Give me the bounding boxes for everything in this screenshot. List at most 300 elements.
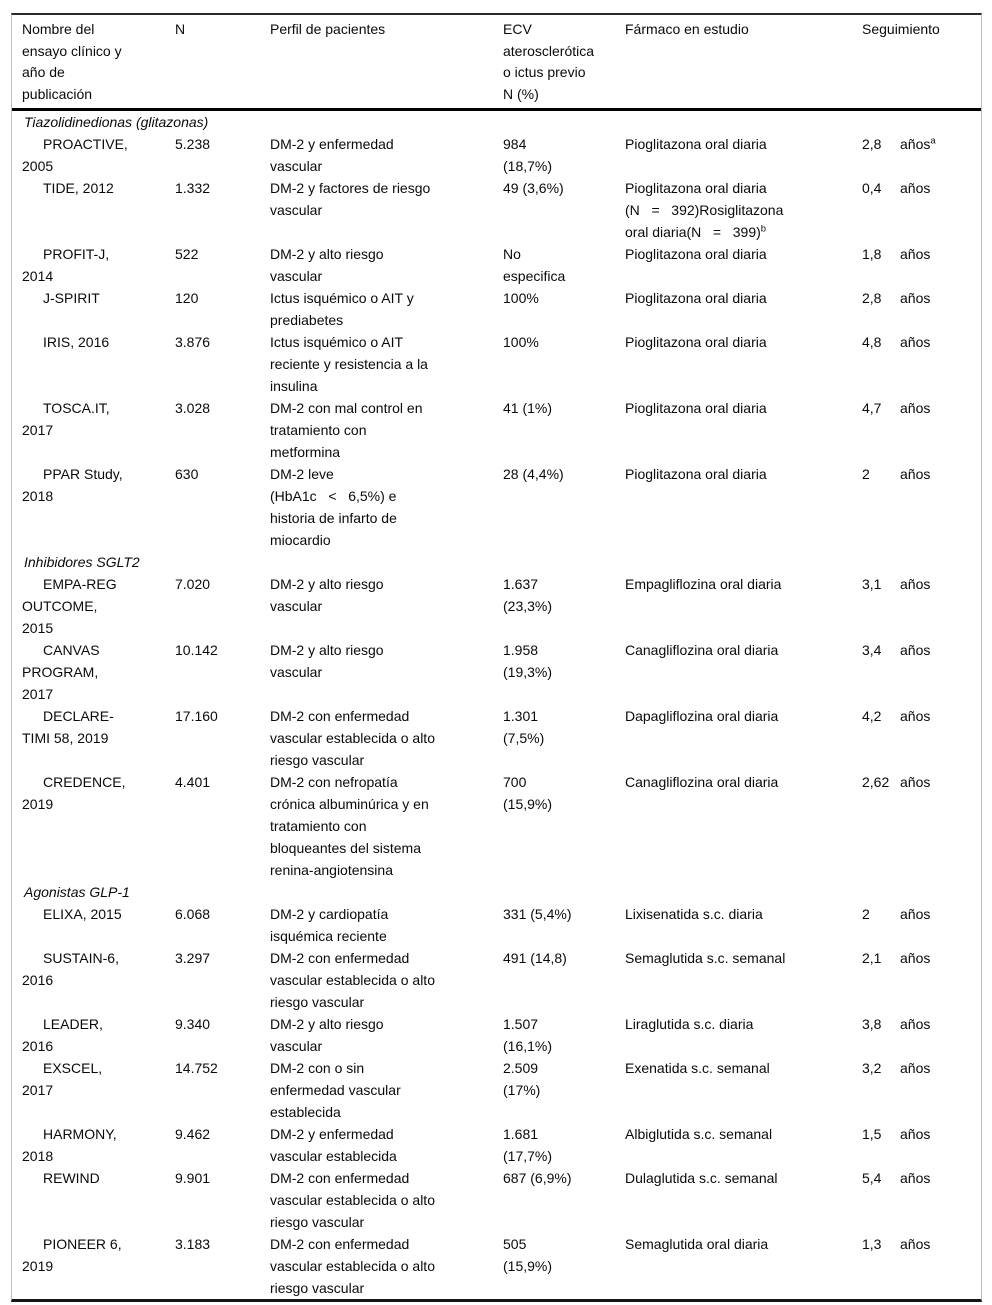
followup-cell: [862, 463, 981, 551]
cell-line: DM-2 y alto riesgo: [270, 1016, 384, 1032]
followup-unit: años: [900, 290, 931, 306]
cell-line: (15,9%): [503, 796, 553, 812]
trial-name-cell: [12, 331, 175, 397]
header-cell-n: [175, 15, 270, 110]
trial-row: [12, 1057, 981, 1123]
trial-name-cell: [12, 705, 175, 771]
section-label: Tiazolidinedionas (glitazonas): [24, 114, 209, 130]
cell-line: vascular: [270, 158, 323, 174]
section-row: [12, 551, 981, 573]
cell-line: PIONEER 6,: [43, 1236, 122, 1252]
cell-line: Pioglitazona oral diaria: [625, 334, 767, 350]
followup-cell: [862, 287, 981, 331]
cell-line: 1.681: [503, 1126, 539, 1142]
followup-unit: años: [900, 1126, 931, 1142]
cell-line: 491 (14,8): [503, 950, 567, 966]
n-cell: [175, 331, 270, 397]
cell-line: DM-2 con enfermedad: [270, 1170, 410, 1186]
cell-line: IRIS, 2016: [43, 334, 110, 350]
cell-line: DM-2 leve: [270, 466, 334, 482]
trial-name-cell: [12, 133, 175, 177]
cell-line: N (%): [503, 85, 539, 102]
cell-line: 14.752: [175, 1060, 218, 1076]
followup-unit: años: [900, 136, 931, 152]
trial-name-cell: [12, 243, 175, 287]
cell-line: vascular establecida o alto: [270, 1258, 435, 1274]
cell-line: 687 (6,9%): [503, 1170, 572, 1186]
trial-row: [12, 639, 981, 705]
cell-line: 2015: [22, 620, 54, 636]
profile-cell: [270, 573, 503, 639]
drug-cell: [625, 771, 862, 881]
n-cell: [175, 947, 270, 1013]
drug-cell: [625, 133, 862, 177]
cell-line: vascular: [270, 268, 323, 284]
followup-value: 1,3: [862, 1236, 882, 1252]
cell-line: 2018: [22, 488, 54, 504]
cell-line: 41 (1%): [503, 400, 553, 416]
cell-line: 5.238: [175, 136, 211, 152]
ecv-cell: [503, 771, 625, 881]
n-cell: [175, 903, 270, 947]
cell-line: o ictus previo: [503, 64, 586, 80]
drug-cell: [625, 1123, 862, 1167]
followup-value: 2,62: [862, 774, 890, 790]
cell-line: PROGRAM,: [22, 664, 99, 680]
trial-name-cell: [12, 1013, 175, 1057]
followup-line: [862, 705, 981, 727]
cell-line: 2014: [22, 268, 54, 284]
cell-line: DM-2 con o sin: [270, 1060, 365, 1076]
cell-line: DM-2 con enfermedad: [270, 950, 410, 966]
followup-cell: [862, 177, 981, 243]
ecv-cell: [503, 639, 625, 705]
cell-line: 6.068: [175, 906, 211, 922]
cell-line: Dapagliflozina oral diaria: [625, 708, 779, 724]
cell-line: tratamiento con: [270, 818, 367, 834]
ecv-cell: [503, 573, 625, 639]
profile-cell: [270, 1057, 503, 1123]
cell-line: 1.958: [503, 642, 539, 658]
profile-cell: [270, 903, 503, 947]
followup-cell: [862, 1123, 981, 1167]
cell-line: vascular: [270, 1038, 323, 1054]
cell-line: 2019: [22, 796, 54, 812]
followup-footnote-marker: a: [930, 135, 936, 147]
cell-line: 2016: [22, 1038, 54, 1054]
profile-cell: [270, 133, 503, 177]
profile-cell: [270, 771, 503, 881]
drug-cell: [625, 463, 862, 551]
cell-line: 984: [503, 136, 527, 152]
cell-line: bloqueantes del sistema: [270, 840, 421, 856]
cell-line: 331 (5,4%): [503, 906, 572, 922]
cell-line: (19,3%): [503, 664, 553, 680]
n-cell: [175, 639, 270, 705]
followup-value: 2,1: [862, 950, 882, 966]
trial-row: [12, 1013, 981, 1057]
followup-value: 2: [862, 906, 870, 922]
followup-cell: [862, 705, 981, 771]
drug-cell: [625, 177, 862, 243]
followup-value: 3,8: [862, 1016, 882, 1032]
cell-line: Dulaglutida s.c. semanal: [625, 1170, 778, 1186]
cell-line: CANVAS: [43, 642, 100, 658]
n-cell: [175, 397, 270, 463]
trial-name-cell: [12, 287, 175, 331]
followup-value: 2: [862, 466, 870, 482]
trial-name-cell: [12, 771, 175, 881]
ecv-cell: [503, 1167, 625, 1233]
cell-line: vascular establecida o alto: [270, 1192, 435, 1208]
cell-line: TIDE, 2012: [43, 180, 114, 196]
cell-line: especifica: [503, 268, 566, 284]
cell-line: 1.301: [503, 708, 539, 724]
cell-line: ECV: [503, 21, 532, 37]
followup-unit: años: [900, 1060, 931, 1076]
followup-cell: [862, 331, 981, 397]
ecv-cell: [503, 1013, 625, 1057]
cell-line: riesgo vascular: [270, 994, 365, 1010]
n-cell: [175, 705, 270, 771]
header-cell-follow-up: [862, 15, 981, 110]
cell-line: EMPA-REG: [43, 576, 117, 592]
cell-line: 28 (4,4%): [503, 466, 564, 482]
drug-cell: [625, 705, 862, 771]
clinical-trials-table: [12, 15, 981, 1299]
followup-line: [862, 1233, 981, 1255]
ecv-cell: [503, 903, 625, 947]
ecv-cell: [503, 287, 625, 331]
cell-line: 3.876: [175, 334, 211, 350]
cell-line: PROACTIVE,: [43, 136, 128, 152]
n-cell: [175, 463, 270, 551]
cell-line: DM-2 con nefropatía: [270, 774, 398, 790]
followup-line: [862, 771, 981, 793]
followup-cell: [862, 1013, 981, 1057]
followup-line: [862, 243, 981, 265]
cell-line: TOSCA.IT,: [43, 400, 110, 416]
cell-line: DM-2 con enfermedad: [270, 708, 410, 724]
section-row: [12, 881, 981, 903]
cell-line: 9.462: [175, 1126, 211, 1142]
cell-line: DM-2 y alto riesgo: [270, 642, 384, 658]
cell-line: 10.142: [175, 642, 218, 658]
trial-row: [12, 903, 981, 947]
cell-line: PROFIT-J,: [43, 246, 110, 262]
followup-line: [862, 903, 981, 925]
clinical-trials-table-frame: [11, 13, 982, 1302]
cell-line: OUTCOME,: [22, 598, 98, 614]
cell-line: 522: [175, 246, 199, 262]
cell-line: vascular establecida: [270, 1148, 397, 1164]
followup-unit: años: [900, 180, 931, 196]
n-cell: [175, 1123, 270, 1167]
cell-line: REWIND: [43, 1170, 100, 1186]
cell-line: 2.509: [503, 1060, 539, 1076]
cell-line: Canagliflozina oral diaria: [625, 774, 779, 790]
cell-line: 3.297: [175, 950, 211, 966]
cell-line: 2017: [22, 1082, 54, 1098]
cell-line: 2019: [22, 1258, 54, 1274]
cell-line: 3.028: [175, 400, 211, 416]
followup-value: 3,1: [862, 576, 882, 592]
cell-line: vascular: [270, 664, 323, 680]
trial-row: [12, 331, 981, 397]
followup-value: 3,4: [862, 642, 882, 658]
profile-cell: [270, 1167, 503, 1233]
followup-cell: [862, 397, 981, 463]
cell-line: renina-angiotensina: [270, 862, 393, 878]
drug-cell: [625, 903, 862, 947]
profile-cell: [270, 463, 503, 551]
cell-line: PPAR Study,: [43, 466, 123, 482]
cell-line: año de: [22, 64, 65, 80]
followup-value: 3,2: [862, 1060, 882, 1076]
cell-line: Fármaco en estudio: [625, 21, 749, 37]
drug-cell: [625, 573, 862, 639]
followup-cell: [862, 947, 981, 1013]
cell-line: 2005: [22, 158, 54, 174]
trial-name-cell: [12, 573, 175, 639]
followup-line: [862, 331, 981, 353]
profile-cell: [270, 243, 503, 287]
trial-name-cell: [12, 1123, 175, 1167]
trial-row: [12, 243, 981, 287]
followup-value: 4,8: [862, 334, 882, 350]
followup-line: [862, 573, 981, 595]
cell-line: 100%: [503, 290, 539, 306]
n-cell: [175, 1233, 270, 1299]
cell-line: Pioglitazona oral diaria: [625, 290, 767, 306]
followup-cell: [862, 573, 981, 639]
trial-name-cell: [12, 1057, 175, 1123]
cell-line: Perfil de pacientes: [270, 21, 386, 37]
cell-line: 2017: [22, 422, 54, 438]
drug-cell: [625, 1057, 862, 1123]
drug-cell: [625, 947, 862, 1013]
cell-line: vascular: [270, 598, 323, 614]
followup-value: 4,7: [862, 400, 882, 416]
trial-name-cell: [12, 1233, 175, 1299]
cell-line: J-SPIRIT: [43, 290, 100, 306]
cell-line: Semaglutida oral diaria: [625, 1236, 769, 1252]
cell-line: ensayo clínico y: [22, 42, 122, 59]
cell-line: 2017: [22, 686, 54, 702]
profile-cell: [270, 177, 503, 243]
ecv-cell: [503, 177, 625, 243]
cell-line: establecida: [270, 1104, 341, 1120]
cell-line: Exenatida s.c. semanal: [625, 1060, 770, 1076]
drug-cell: [625, 397, 862, 463]
n-cell: [175, 243, 270, 287]
followup-unit: años: [900, 1016, 931, 1032]
cell-line: 17.160: [175, 708, 218, 724]
followup-cell: [862, 243, 981, 287]
trial-row: [12, 705, 981, 771]
followup-value: 0,4: [862, 180, 882, 196]
trial-name-cell: [12, 177, 175, 243]
followup-unit: años: [900, 466, 931, 482]
cell-line: (23,3%): [503, 598, 553, 614]
cell-line: 100%: [503, 334, 539, 350]
cell-line: enfermedad vascular: [270, 1082, 401, 1098]
cell-line: Pioglitazona oral diaria: [625, 400, 767, 416]
drug-footnote-marker: b: [760, 223, 767, 235]
followup-unit: años: [900, 576, 931, 592]
trial-row: [12, 573, 981, 639]
cell-line: Ictus isquémico o AIT y: [270, 290, 414, 306]
profile-cell: [270, 1013, 503, 1057]
cell-line: historia de infarto de: [270, 510, 397, 526]
followup-unit: años: [900, 246, 931, 262]
drug-cell: [625, 287, 862, 331]
cell-line: (16,1%): [503, 1038, 553, 1054]
followup-value: 2,8: [862, 290, 882, 306]
table-body: [12, 110, 981, 1300]
drug-cell: [625, 1013, 862, 1057]
cell-line: Liraglutida s.c. diaria: [625, 1016, 754, 1032]
ecv-cell: [503, 397, 625, 463]
trial-name-cell: [12, 1167, 175, 1233]
cell-line: (17%): [503, 1082, 541, 1098]
ecv-cell: [503, 243, 625, 287]
trial-row: [12, 177, 981, 243]
followup-line: [862, 397, 981, 419]
cell-line: 3.183: [175, 1236, 211, 1252]
ecv-cell: [503, 463, 625, 551]
profile-cell: [270, 331, 503, 397]
trial-name-cell: [12, 947, 175, 1013]
followup-unit: años: [900, 1170, 931, 1186]
cell-line: 9.340: [175, 1016, 211, 1032]
cell-line: (15,9%): [503, 1258, 553, 1274]
n-cell: [175, 287, 270, 331]
cell-line: (HbA1c < 6,5%) e: [270, 488, 397, 504]
drug-cell: [625, 1167, 862, 1233]
profile-cell: [270, 1123, 503, 1167]
cell-line: Canagliflozina oral diaria: [625, 642, 779, 658]
ecv-cell: [503, 947, 625, 1013]
header-cell-trial-name: [12, 15, 175, 110]
cell-line: CREDENCE,: [43, 774, 126, 790]
cell-line: 9.901: [175, 1170, 211, 1186]
n-cell: [175, 133, 270, 177]
cell-line: DM-2 y enfermedad: [270, 136, 394, 152]
cell-line: DECLARE-: [43, 708, 114, 724]
followup-line: [862, 463, 981, 485]
followup-value: 5,4: [862, 1170, 882, 1186]
followup-unit: años: [900, 1236, 931, 1252]
cell-line: 120: [175, 290, 199, 306]
followup-cell: [862, 1233, 981, 1299]
cell-line: miocardio: [270, 532, 331, 548]
trial-name-cell: [12, 639, 175, 705]
cell-line: ELIXA, 2015: [43, 906, 122, 922]
followup-unit: años: [900, 400, 931, 416]
cell-line: 1.332: [175, 180, 211, 196]
followup-cell: [862, 1167, 981, 1233]
followup-value: 1,5: [862, 1126, 882, 1142]
ecv-cell: [503, 1123, 625, 1167]
trial-name-cell: [12, 463, 175, 551]
cell-line: Pioglitazona oral diaria: [625, 246, 767, 262]
followup-line: [862, 1167, 981, 1189]
cell-line: reciente y resistencia a la: [270, 356, 428, 372]
table-header: [12, 15, 981, 110]
section-row: [12, 110, 981, 134]
ecv-cell: [503, 331, 625, 397]
cell-line: DM-2 con mal control en: [270, 400, 423, 416]
cell-line: tratamiento con: [270, 422, 367, 438]
cell-line: DM-2 y alto riesgo: [270, 246, 384, 262]
cell-line: riesgo vascular: [270, 1214, 365, 1230]
n-cell: [175, 771, 270, 881]
followup-line: [862, 947, 981, 969]
cell-line: DM-2 y alto riesgo: [270, 576, 384, 592]
cell-line: DM-2 y factores de riesgo: [270, 180, 431, 196]
followup-cell: [862, 903, 981, 947]
cell-line: riesgo vascular: [270, 1280, 365, 1296]
trial-row: [12, 397, 981, 463]
cell-line: HARMONY,: [43, 1126, 117, 1142]
cell-line: 2016: [22, 972, 54, 988]
profile-cell: [270, 947, 503, 1013]
cell-line: vascular: [270, 202, 323, 218]
cell-line: publicación: [22, 85, 93, 102]
cell-line: TIMI 58, 2019: [22, 730, 109, 746]
n-cell: [175, 177, 270, 243]
trial-row: [12, 1167, 981, 1233]
trial-row: [12, 287, 981, 331]
cell-line: (17,7%): [503, 1148, 553, 1164]
cell-line: riesgo vascular: [270, 752, 365, 768]
cell-line: 2018: [22, 1148, 54, 1164]
trial-row: [12, 1233, 981, 1299]
cell-line: Pioglitazona oral diaria: [625, 466, 767, 482]
cell-line: crónica albuminúrica y en: [270, 796, 429, 812]
cell-line: Empagliflozina oral diaria: [625, 576, 782, 592]
followup-unit: años: [900, 642, 931, 658]
ecv-cell: [503, 1057, 625, 1123]
cell-line: Pioglitazona oral diaria: [625, 136, 767, 152]
followup-unit: años: [900, 708, 931, 724]
cell-line: isquémica reciente: [270, 928, 387, 944]
followup-line: [862, 639, 981, 661]
followup-line: [862, 133, 981, 155]
ecv-cell: [503, 1233, 625, 1299]
cell-line: Ictus isquémico o AIT: [270, 334, 404, 350]
n-cell: [175, 1013, 270, 1057]
cell-line: aterosclerótica: [503, 42, 595, 59]
cell-line: Albiglutida s.c. semanal: [625, 1126, 773, 1142]
profile-cell: [270, 639, 503, 705]
cell-line: Lixisenatida s.c. diaria: [625, 906, 763, 922]
drug-cell: [625, 1233, 862, 1299]
cell-line: 4.401: [175, 774, 211, 790]
profile-cell: [270, 397, 503, 463]
trial-row: [12, 133, 981, 177]
trial-name-cell: [12, 397, 175, 463]
table-header-row: [12, 15, 981, 110]
drug-cell: [625, 331, 862, 397]
followup-line: [862, 287, 981, 309]
cell-line: 7.020: [175, 576, 211, 592]
ecv-cell: [503, 133, 625, 177]
profile-cell: [270, 705, 503, 771]
header-cell-ecv: [503, 15, 625, 110]
header-cell-study-drug: [625, 15, 862, 110]
